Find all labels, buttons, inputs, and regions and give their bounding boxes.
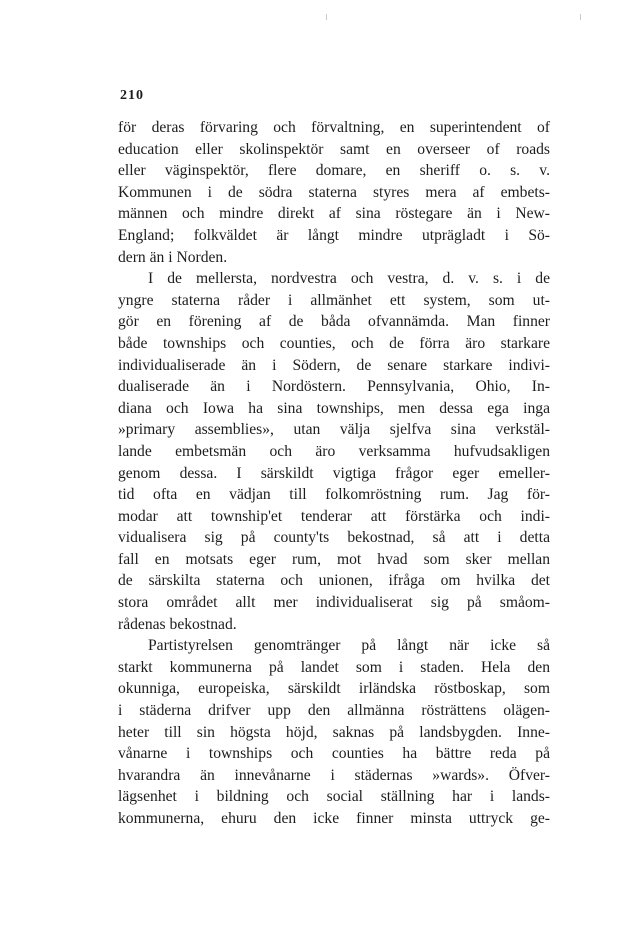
text-line: starkt kommunerna på landet som i staden. Hela den <box>118 658 550 676</box>
text-line: genom dessa. I särskildt vigtiga frågor eger emeller- <box>118 464 550 482</box>
text-line: för deras förvaring och förvaltning, en superintendent of <box>118 119 550 136</box>
paragraph-first-line: I de mellersta, nordvestra och vestra, d. v. s. i de <box>148 270 550 288</box>
text-line: individualiserade än i Södern, de senare starkare indivi- <box>118 356 550 374</box>
text-line: dualiserade än i Nordöstern. Pennsylvania, Ohio, In- <box>118 378 550 396</box>
text-line: vånarne i townships och counties ha bättre reda på <box>118 745 550 763</box>
scan-artifact <box>580 14 581 20</box>
text-line: fall en motsats eger rum, mot hvad som sker mellan <box>118 550 550 568</box>
text-line: lande embetsmän och äro verksamma hufvudsakligen <box>118 442 550 460</box>
text-line: tid ofta en vädjan till folkomröstning rum. Jag för- <box>118 486 550 504</box>
text-line: vidualisera sig på county'ts bekostnad, så att i detta <box>118 529 550 547</box>
text-line: England; folkväldet är långt mindre utprägladt i Sö- <box>118 226 550 244</box>
text-line: i städerna drifver upp den allmänna rösträttens olägen- <box>118 702 550 720</box>
text-line: lägsenhet i bildning och social ställning har i lands- <box>118 788 550 806</box>
text-line: hvarandra än innevånarne i städernas »wards». Öfver- <box>118 766 550 784</box>
text-line: rådenas bekostnad. <box>118 615 237 633</box>
text-line: »primary assemblies», utan välja sjelfva sina verkstäl- <box>118 421 550 439</box>
paragraph-first-line: Partistyrelsen genomtränger på långt när icke så <box>148 637 550 655</box>
text-line: de särskilta staterna och unionen, ifråga om hvilka det <box>118 572 550 590</box>
text-line: okunniga, europeiska, särskildt irländska röstboskap, som <box>118 680 550 698</box>
text-line: stora området allt mer individualiserat sig på småom- <box>118 594 550 612</box>
text-line: modar att township'et tenderar att förstärka och indi- <box>118 507 550 525</box>
text-line: dern än i Norden. <box>118 248 228 266</box>
text-line: heter till sin högsta höjd, saknas på landsbygden. Inne- <box>118 723 550 741</box>
text-line: eller väginspektör, flere domare, en sheriff o. s. v. <box>118 162 550 180</box>
body-text <box>118 117 550 830</box>
text-line: education eller skolinspektör samt en overseer of roads <box>118 140 550 158</box>
text-line: både townships och counties, och de förra äro starkare <box>118 334 550 352</box>
scan-artifact <box>326 14 327 20</box>
text-line: männen och mindre direkt af sina röstegare än i New- <box>118 205 550 223</box>
text-line: kommunerna, ehuru den icke finner minsta uttryck ge- <box>118 810 550 827</box>
text-line: Kommunen i de södra staterna styres mera af embets- <box>118 183 550 201</box>
text-line: gör en förening af de båda ofvannämda. Man finner <box>118 313 550 331</box>
text-line: diana och Iowa ha sina townships, men dessa ega inga <box>118 399 550 417</box>
page-number: 210 <box>120 88 144 103</box>
text-line: yngre staterna råder i allmänhet ett system, som ut- <box>118 291 550 309</box>
